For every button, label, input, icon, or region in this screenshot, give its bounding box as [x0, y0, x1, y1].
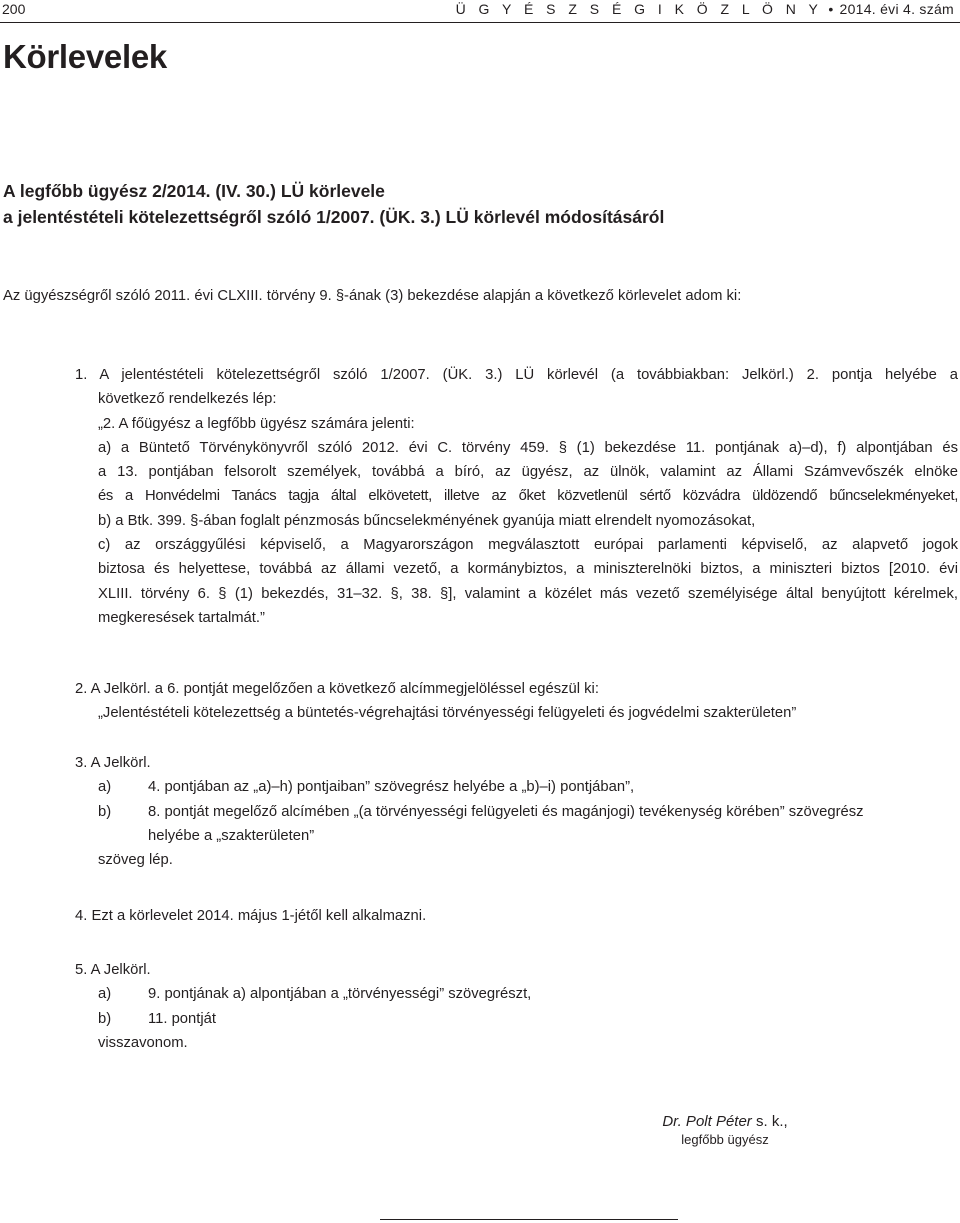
- provision-4-line-1: 4. Ezt a körlevelet 2014. május 1-jétől kell alkalmazni.: [75, 908, 427, 924]
- provision-5-point-b: [75, 1007, 958, 1031]
- signatory-role: legfőbb ügyész: [681, 1132, 769, 1147]
- document-title: [3, 178, 664, 230]
- point-c-line-4: megkeresések tartalmát.”: [98, 609, 265, 626]
- journal-name: Ü G Y É S Z S É G I K Ö Z L Ö N Y: [455, 1, 823, 17]
- point-b: b) a Btk. 399. §-ában foglalt pénzmosás bűncselekményének gyanúja miatt elrendelt nyomozásokat,: [98, 512, 756, 529]
- point-c-line-1: c) az országgyűlési képviselő, a Magyarországon megválasztott európai parlamenti képviselő, az alapvető jogok: [98, 537, 958, 554]
- document-title-line-2: a jelentéstételi kötelezettségről szóló 1/2007. (ÜK. 3.) LÜ körlevél módosításáról: [3, 207, 665, 227]
- page-number: 200: [2, 1, 26, 17]
- point-label: b): [98, 803, 112, 820]
- closing-rule: [380, 1219, 678, 1220]
- point-text: 11. pontját: [148, 1010, 217, 1027]
- provision-2: [75, 677, 958, 726]
- preamble: Az ügyészségről szóló 2011. évi CLXIII. törvény 9. §-ának (3) bekezdése alapján a következő körlevelet adom ki:: [3, 288, 742, 304]
- point-label: a): [98, 779, 112, 796]
- point-text: 8. pontját megelőző alcímében „(a törvényességi felügyeleti és magánjogi) tevékenység körében” szövegrész: [148, 803, 864, 820]
- document-title-line-1: A legfőbb ügyész 2/2014. (IV. 30.) LÜ körlevele: [3, 181, 385, 201]
- point-a-line-1: a) a Büntető Törvénykönyvről szóló 2012. évi C. törvény 459. § (1) bekezdése 11. pontjának a)–d), f) alpontjában és: [98, 439, 958, 456]
- provision-3-point-a: [75, 775, 958, 799]
- provision-3: [75, 751, 958, 872]
- provision-4: [75, 904, 958, 928]
- quoted-point-2-intro: „2. A főügyész a legfőbb ügyész számára jelenti:: [98, 415, 415, 432]
- signature-block: [650, 1113, 800, 1147]
- provision-3-line-1: 3. A Jelkörl.: [75, 755, 151, 771]
- point-c-line-3: XLIII. törvény 6. § (1) bekezdés, 31–32. §, 38. §], valamint a közélet más vezető személyisége által benyújtott kérelmek,: [98, 585, 958, 602]
- issue-number: 2014. évi 4. szám: [839, 1, 954, 17]
- point-label: b): [98, 1010, 112, 1027]
- provision-2-subtitle: „Jelentéstételi kötelezettség a büntetés-végrehajtási törvényességi felügyeleti és jogvédelmi szakterületen”: [98, 705, 797, 722]
- point-a-line-2: a 13. pontjában felsorolt személyek, továbbá a bíró, az ügyész, az ülnök, valamint az Állami Számvevőszék elnöke: [98, 464, 958, 481]
- signatory-suffix: s. k.,: [751, 1113, 788, 1130]
- signatory-name: [650, 1113, 800, 1130]
- point-text: 9. pontjának a) alpontjában a „törvényességi” szövegrészt,: [148, 986, 532, 1003]
- point-c-line-2: biztosa és helyettese, továbbá az állami vezető, a kormánybiztos, a miniszterelnöki biztos, a miniszteri biztos [2010. évi: [98, 561, 958, 578]
- header-separator: •: [828, 1, 834, 17]
- provision-5-point-a: [75, 982, 958, 1006]
- provision-5: [75, 958, 958, 1055]
- header-rule: [0, 22, 960, 23]
- journal-header: [456, 1, 954, 17]
- provision-5-line-1: 5. A Jelkörl.: [75, 962, 151, 978]
- point-text: 4. pontjában az „a)–h) pontjaiban” szövegrész helyébe a „b)–i) pontjában”,: [148, 779, 635, 796]
- provision-2-line-1: 2. A Jelkörl. a 6. pontját megelőzően a következő alcímmegjelöléssel egészül ki:: [75, 681, 599, 697]
- provision-1: [75, 363, 958, 630]
- provision-1-line-1: 1. A jelentéstételi kötelezettségről szóló 1/2007. (ÜK. 3.) LÜ körlevél (a továbbiakban: Jelkörl.) 2. pontja helyébe a: [75, 367, 958, 383]
- point-label: a): [98, 986, 112, 1003]
- point-a-line-3: és a Honvédelmi Tanács tagja által elkövetett, illetve az őket közvetlenül sértő közvádra üldözendő bűncselekményeket,: [98, 488, 958, 505]
- provision-5-tail: visszavonom.: [98, 1034, 188, 1051]
- provision-1-line-2: következő rendelkezés lép:: [98, 391, 277, 408]
- running-header: [2, 0, 954, 22]
- section-title: Körlevelek: [3, 38, 167, 75]
- signatory-name-italic: Dr. Polt Péter: [662, 1113, 752, 1130]
- provision-3-tail: szöveg lép.: [98, 852, 173, 869]
- provision-3-point-b: [75, 800, 958, 824]
- provision-3-point-b-cont: helyébe a „szakterületen”: [148, 827, 315, 844]
